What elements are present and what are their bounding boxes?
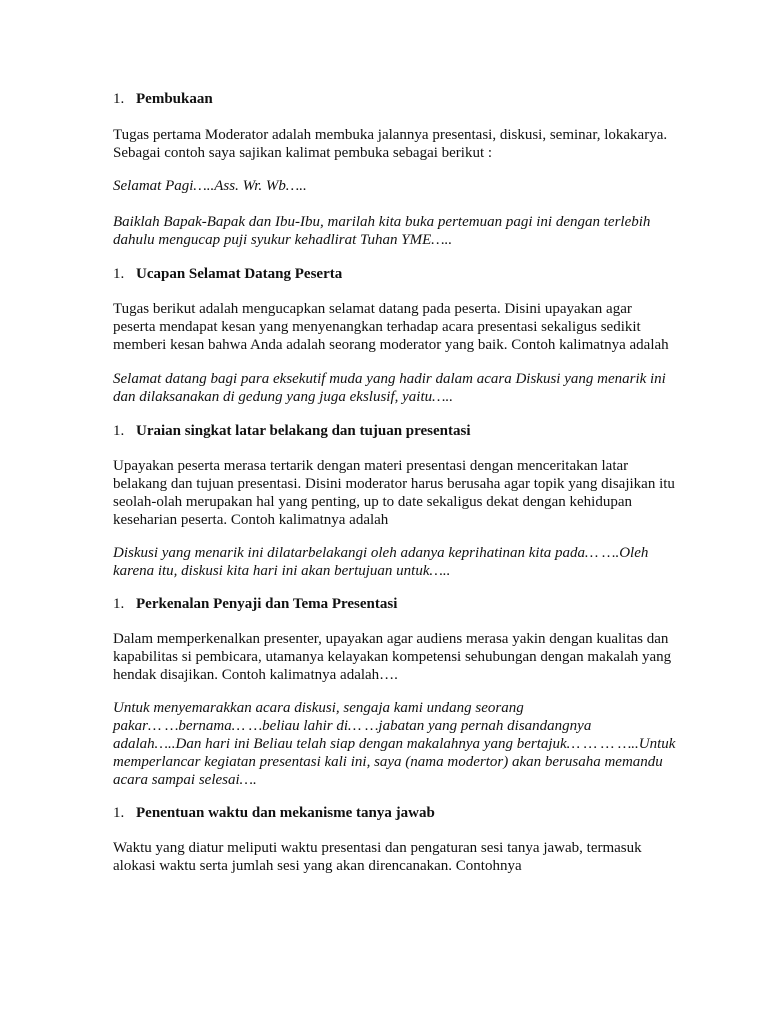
example-quote: [113, 177, 693, 195]
paragraph-line: memberi kesan bahwa Anda adalah seorang moderator yang baik. Contoh kalimatnya adalah: [113, 337, 669, 353]
example-line: Selamat datang bagi para eksekutif muda yang hadir dalam acara Diskusi yang menarik ini: [113, 371, 666, 387]
example-line: dahulu mengucap puji syukur kehadlirat Tuhan YME…..: [113, 232, 453, 248]
example-line: dan dilaksanakan di gedung yang juga ekslusif, yaitu…..: [113, 389, 453, 405]
example-line: Selamat Pagi…..Ass. Wr. Wb…..: [113, 178, 307, 194]
example-quote: [113, 544, 693, 580]
paragraph-line: kapabilitas si pembicara, utamanya kelayakan kompetensi sehubungan dengan makalah yang: [113, 649, 672, 665]
example-quote: [113, 213, 693, 249]
section-heading-uraian: [113, 422, 693, 440]
paragraph-line: peserta mendapat kesan yang menyenangkan terhadap acara presentasi sekaligus sedikit: [113, 319, 641, 335]
section-number: 1.: [113, 805, 125, 821]
paragraph-line: Tugas berikut adalah mengucapkan selamat datang pada peserta. Disini upayakan agar: [113, 301, 632, 317]
section-title: Pembukaan: [136, 91, 213, 107]
paragraph-line: Waktu yang diatur meliputi waktu presentasi dan pengaturan sesi tanya jawab, termasuk: [113, 840, 642, 856]
example-quote: [113, 370, 693, 406]
paragraph-line: Dalam memperkenalkan presenter, upayakan agar audiens merasa yakin dengan kualitas dan: [113, 631, 669, 647]
section-paragraph: [113, 126, 693, 162]
paragraph-line: belakang dan tujuan presentasi. Disini moderator harus berusaha agar topik yang disajikan itu: [113, 476, 675, 492]
example-line: adalah…..Dan hari ini Beliau telah siap dengan makalahnya yang bertajuk… … … …..Untuk: [113, 736, 676, 752]
paragraph-line: Tugas pertama Moderator adalah membuka jalannya presentasi, diskusi, seminar, lokakarya.: [113, 127, 668, 143]
section-title: Uraian singkat latar belakang dan tujuan presentasi: [136, 423, 471, 439]
example-line: Diskusi yang menarik ini dilatarbelakangi oleh adanya keprihatinan kita pada… ….Oleh: [113, 545, 649, 561]
paragraph-line: hendak disajikan. Contoh kalimatnya adalah….: [113, 667, 398, 683]
section-heading-pembukaan: [113, 90, 693, 108]
section-number: 1.: [113, 596, 125, 612]
section-paragraph: [113, 457, 693, 529]
example-line: Baiklah Bapak-Bapak dan Ibu-Ibu, marilah kita buka pertemuan pagi ini dengan terlebih: [113, 214, 651, 230]
section-heading-ucapan: [113, 265, 693, 283]
section-number: 1.: [113, 423, 125, 439]
example-line: memperlancar kegiatan presentasi kali ini, saya (nama modertor) akan berusaha memandu: [113, 754, 663, 770]
section-number: 1.: [113, 266, 125, 282]
section-paragraph: [113, 630, 693, 684]
section-title: Perkenalan Penyaji dan Tema Presentasi: [136, 596, 398, 612]
example-line: pakar… …bernama… …beliau lahir di… …jabatan yang pernah disandangnya: [113, 718, 592, 734]
paragraph-line: keseharian peserta. Contoh kalimatnya adalah: [113, 512, 389, 528]
example-line: Untuk menyemarakkan acara diskusi, sengaja kami undang seorang: [113, 700, 524, 716]
paragraph-line: alokasi waktu serta jumlah sesi yang akan direncanakan. Contohnya: [113, 858, 522, 874]
section-title: Penentuan waktu dan mekanisme tanya jawab: [136, 805, 435, 821]
paragraph-line: Sebagai contoh saya sajikan kalimat pembuka sebagai berikut :: [113, 145, 493, 161]
section-paragraph: [113, 300, 693, 354]
section-heading-penentuan: [113, 804, 693, 822]
paragraph-line: Upayakan peserta merasa tertarik dengan materi presentasi dengan menceritakan latar: [113, 458, 629, 474]
example-quote: [113, 699, 693, 789]
section-number: 1.: [113, 91, 125, 107]
section-heading-perkenalan: [113, 595, 693, 613]
example-line: acara sampai selesai….: [113, 772, 257, 788]
paragraph-line: seolah-olah merupakan hal yang penting, up to date sekaligus dekat dengan kehidupan: [113, 494, 633, 510]
example-line: karena itu, diskusi kita hari ini akan bertujuan untuk…..: [113, 563, 451, 579]
section-title: Ucapan Selamat Datang Peserta: [136, 266, 343, 282]
section-paragraph: [113, 839, 693, 875]
